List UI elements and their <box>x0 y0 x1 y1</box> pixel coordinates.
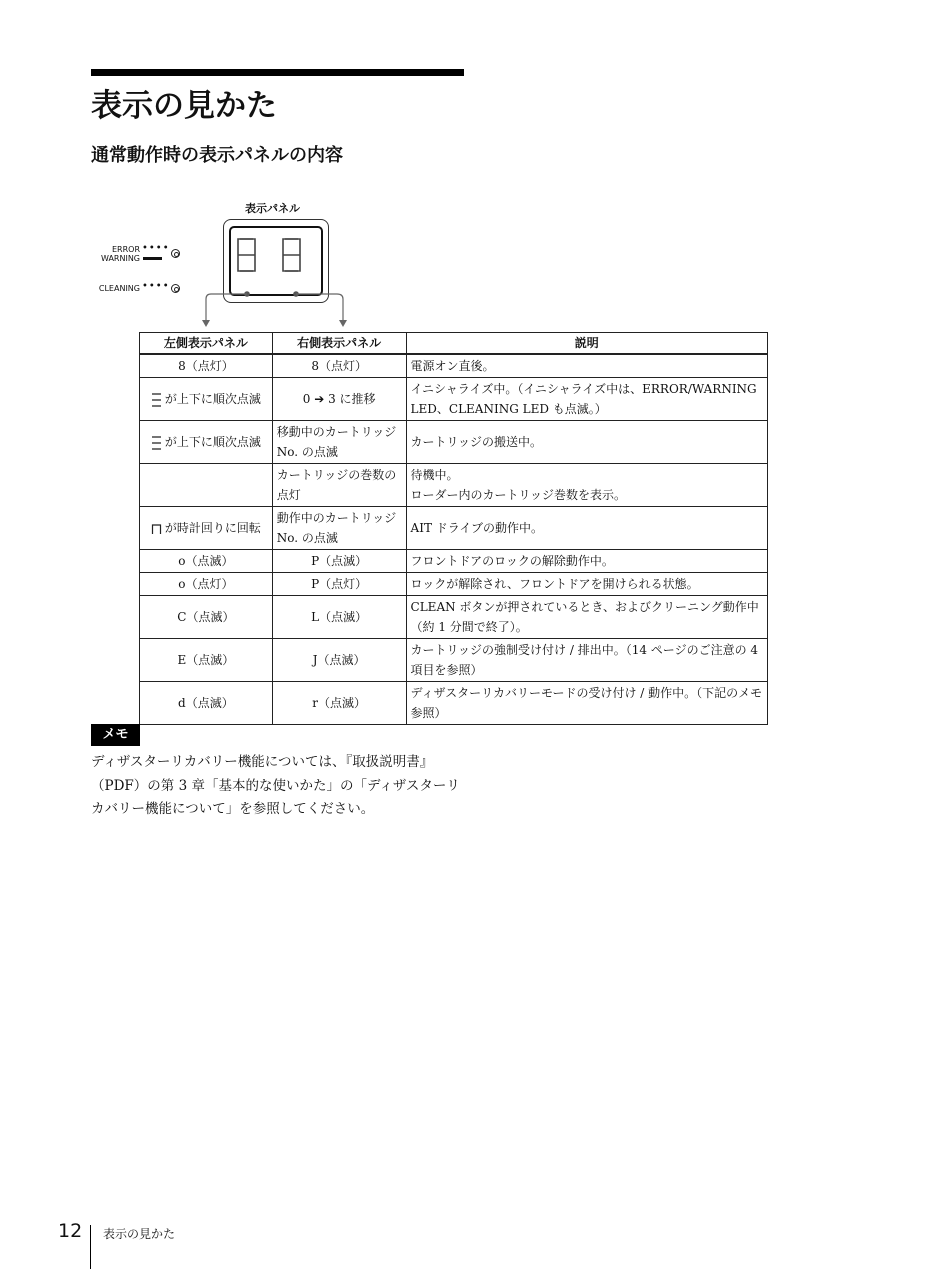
right-cell: 動作中のカートリッジ No. の点滅 <box>272 507 406 550</box>
right-cell: P（点滅） <box>272 550 406 573</box>
left-cell <box>140 421 273 464</box>
error-label: ERROR <box>111 245 140 254</box>
left-cell <box>140 507 273 550</box>
left-cell: d（点滅） <box>140 682 273 725</box>
right-cell: 移動中のカートリッジ No. の点滅 <box>272 421 406 464</box>
left-cell: 8（点灯） <box>140 354 273 378</box>
table-row <box>140 550 768 573</box>
left-cell: E（点滅） <box>140 639 273 682</box>
error-leader: •••• <box>142 243 170 254</box>
footer-title: 表示の見かた <box>103 1227 176 1241</box>
left-cell-text: が上下に順次点滅 <box>164 392 261 406</box>
header-description: 説明 <box>406 333 767 355</box>
title-rule <box>91 69 464 76</box>
table-row <box>140 507 768 550</box>
left-cell: o（点灯） <box>140 573 273 596</box>
right-cell: 8（点灯） <box>272 354 406 378</box>
right-cell: 0 ➔ 3 に推移 <box>272 378 406 421</box>
memo-badge: メモ <box>91 724 140 746</box>
left-cell: C（点滅） <box>140 596 273 639</box>
left-arrow-icon <box>202 320 210 327</box>
right-cell: J（点滅） <box>272 639 406 682</box>
header-left-panel: 左側表示パネル <box>140 333 273 355</box>
right-cell: P（点灯） <box>272 573 406 596</box>
cleaning-leader: •••• <box>142 281 170 292</box>
table-row <box>140 464 768 507</box>
left-callout-line <box>206 294 247 323</box>
description-cell: AIT ドライブの動作中。 <box>406 507 767 550</box>
table-row <box>140 596 768 639</box>
table-row <box>140 421 768 464</box>
description-cell: ロックが解除され、フロントドアを開けられる状態。 <box>406 573 767 596</box>
cleaning-label: CLEANING <box>98 284 140 293</box>
right-callout-line <box>296 294 343 323</box>
rotating-segment-icon <box>151 523 162 535</box>
footer-rule <box>90 1225 91 1269</box>
panel-digits-svg <box>95 195 365 330</box>
description-cell: 待機中。 ローダー内のカートリッジ巻数を表示。 <box>406 464 767 507</box>
description-cell: ディザスターリカバリーモードの受け付け / 動作中。（下記のメモ参照） <box>406 682 767 725</box>
description-cell: カートリッジの搬送中。 <box>406 421 767 464</box>
table-row <box>140 354 768 378</box>
header-right-panel: 右側表示パネル <box>272 333 406 355</box>
left-cell-text: が時計回りに回転 <box>164 521 261 535</box>
table-row <box>140 378 768 421</box>
left-cell <box>140 464 273 507</box>
description-cell: 電源オン直後。 <box>406 354 767 378</box>
description-cell: カートリッジの強制受け付け / 排出中。（14 ページのご注意の 4 項目を参照） <box>406 639 767 682</box>
table-row <box>140 682 768 725</box>
status-table <box>139 332 768 725</box>
panel-label: 表示パネル <box>245 202 300 215</box>
memo-text: ディザスターリカバリー機能については、『取扱説明書』（PDF）の第 3 章「基本的な使いかた」の「ディザスターリカバリー機能について」を参照してください。 <box>91 754 460 817</box>
segment-bars-icon <box>151 436 162 450</box>
left-cell-text: が上下に順次点滅 <box>164 435 261 449</box>
table-header-row <box>140 333 768 355</box>
description-cell: CLEAN ボタンが押されているとき、およびクリーニング動作中（約 1 分間で終了）。 <box>406 596 767 639</box>
right-digit-segments <box>283 239 300 271</box>
left-cell <box>140 378 273 421</box>
table-row <box>140 573 768 596</box>
right-arrow-icon <box>339 320 347 327</box>
page-number: 12 <box>58 1220 83 1242</box>
right-cell: r（点滅） <box>272 682 406 725</box>
page-title: 表示の見かた <box>91 88 277 124</box>
left-digit-segments <box>238 239 255 271</box>
display-panel-diagram <box>95 195 365 330</box>
table-row <box>140 639 768 682</box>
left-cell: o（点滅） <box>140 550 273 573</box>
segment-bars-icon <box>151 393 162 407</box>
right-cell: L（点滅） <box>272 596 406 639</box>
warning-label: WARNING <box>100 254 140 263</box>
right-cell: カートリッジの巻数の点灯 <box>272 464 406 507</box>
description-cell: フロントドアのロックの解除動作中。 <box>406 550 767 573</box>
description-cell: イニシャライズ中。（イニシャライズ中は、ERROR/WARNING LED、CLEANING LED も点滅。） <box>406 378 767 421</box>
section-title: 通常動作時の表示パネルの内容 <box>91 145 343 166</box>
